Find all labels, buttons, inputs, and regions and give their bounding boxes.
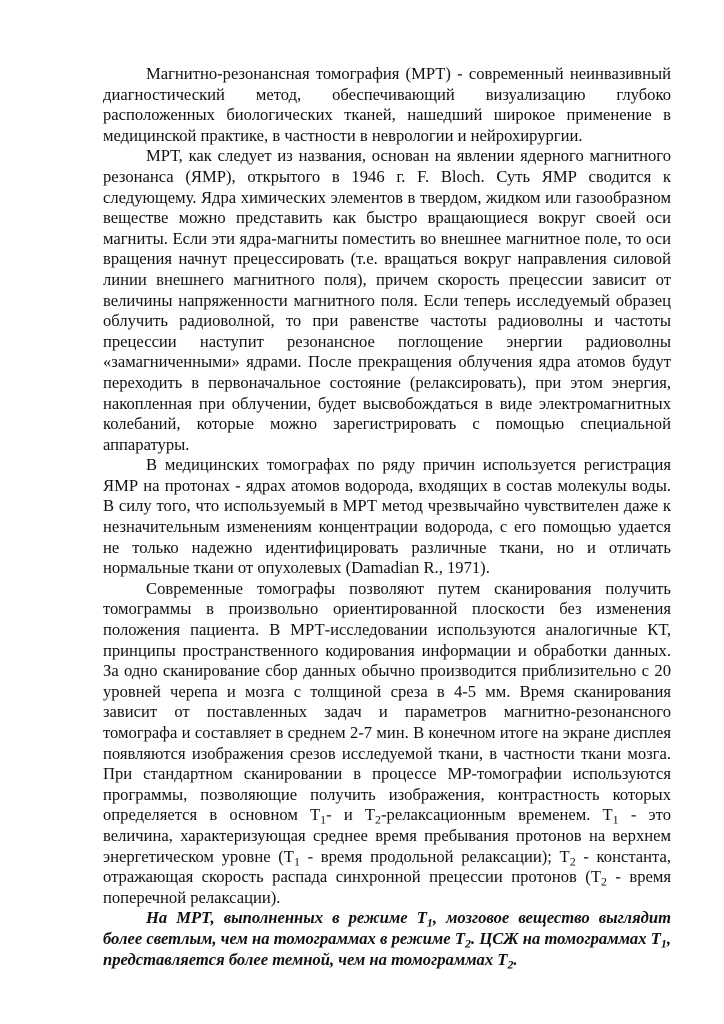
- document-page: [103, 64, 671, 970]
- subscript-index: 1: [320, 812, 327, 827]
- text-run: - и T: [326, 805, 376, 825]
- text-run: .: [513, 949, 518, 969]
- paragraph-t1-t2-comparison: [103, 908, 671, 970]
- paragraph-scanning-relaxation: [103, 579, 671, 909]
- text-run: - время продольной релаксации); T: [299, 846, 570, 866]
- text-run: - константа, отражающая скорость распада синхронной прецессии протонов (T: [103, 846, 671, 887]
- text-run: . ЦСЖ на томограммах T: [470, 928, 661, 948]
- subscript-index: 2: [507, 956, 514, 971]
- paragraph-nmr-principle: [103, 146, 671, 455]
- subscript-index: 1: [660, 936, 667, 951]
- subscript-index: 1: [612, 812, 619, 827]
- text-run: МРТ, как следует из названия, основан на явлении ядерного магнитного резонанса (ЯМР), открытого в 1946 г. F. Bloch. Суть ЯМР сводится к следующему. Ядра химических элементов в твердом, жидком или газообразном веществе можно представить как быстро вращающиеся вокруг своей оси магниты. Если эти ядра-магниты поместить во внешнее магнитное поле, то оси вращения начнут прецессировать (т.е. вращаться вокруг направления силовой линии внешнего магнитного поля), причем скорость прецессии зависит от величины напряженности магнитного поля. Если теперь исследуемый образец облучить радиоволной, то при равенстве частоты радиоволны и частоты прецессии наступит резонансное поглощение энергии радиоволны «замагниченными» ядрами. После прекращения облучения ядра атомов будут переходить в первоначальное состояние (релаксировать), при этом энергия, накопленная при облучении, будет высвобождаться в виде электромагнитных колебаний, которые можно зарегистрировать с помощью специальной аппаратуры.: [103, 146, 671, 454]
- subscript-index: 2: [465, 936, 471, 951]
- text-run: На МРТ, выполненных в режиме T: [146, 908, 427, 928]
- paragraph-proton-registration: [103, 455, 671, 579]
- text-run: - это величина, характеризующая среднее время пребывания протонов на верхнем энергетическом уровне (T: [103, 805, 671, 866]
- text-run: В медицинских томографах по ряду причин используется регистрация ЯМР на протонах - ядрах атомов водорода, входящих в состав молекулы воды. В силу того, что используемый в МРТ метод чрезвычайно чувствителен даже к незначительным изменениям концентрации водорода, с его помощью удается не только надежно идентифицировать различные ткани, но и отличать нормальные ткани от опухолевых (Damadian R., 1971).: [103, 455, 671, 578]
- paragraph-mri-definition: [103, 64, 671, 146]
- text-run: Современные томографы позволяют путем сканирования получить томограммы в произвольно ориентированной плоскости без изменения положения пациента. В МРТ-исследовании используются аналогичные КТ, принципы пространственного кодирования информации и обработки данных. За одно сканирование сбор данных обычно производится приблизительно с 20 уровней черепа и мозга с толщиной среза в 4-5 мм. Время сканирования зависит от поставленных задач и параметров магнитно-резонансного томографа и составляет в среднем 2-7 мин. В конечном итоге на экране дисплея появляются изображения срезов исследуемой ткани, в частности ткани мозга. При стандартном сканировании в процессе МР-томографии используются программы, позволяющие получить изображения, контрастность которых определяется в основном T: [103, 578, 671, 825]
- subscript-index: 1: [426, 915, 433, 930]
- subscript-index: 2: [600, 874, 607, 889]
- text-run: -релаксационным временем. T: [381, 805, 613, 825]
- subscript-index: 2: [569, 853, 576, 868]
- text-run: , представляется более темной, чем на томограммах T: [103, 928, 671, 969]
- subscript-index: 1: [293, 853, 300, 868]
- text-run: - время поперечной релаксации).: [103, 867, 671, 907]
- subscript-index: 2: [375, 812, 382, 827]
- text-run: Магнитно-резонансная томография (МРТ) - современный неинвазивный диагностический метод, обеспечивающий визуализацию глубоко расположенных биологических тканей, нашедший широкое применение в медицинской практике, в частности в неврологии и нейрохирургии.: [103, 64, 671, 145]
- text-run: , мозговое вещество выглядит более светлым, чем на томограммах в режиме T: [103, 908, 671, 948]
